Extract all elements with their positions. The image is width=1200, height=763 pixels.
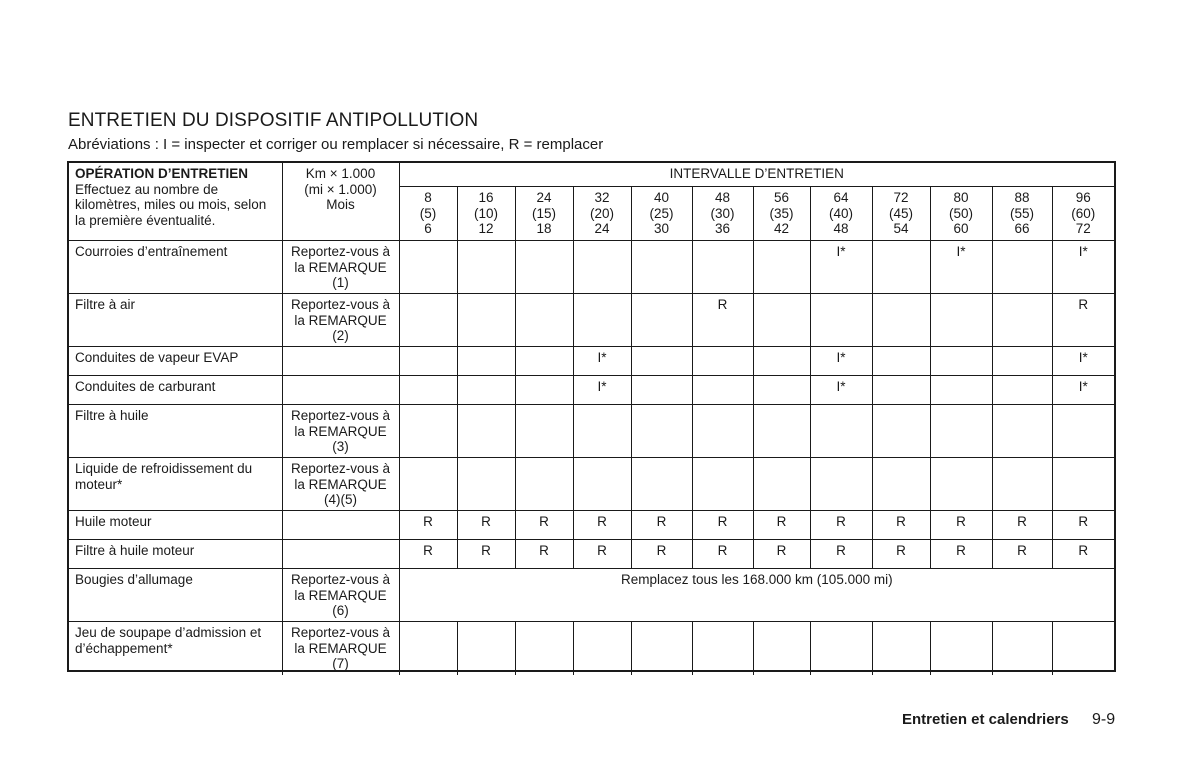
interval-cell [810,622,872,675]
interval-mi: (10) [473,205,498,221]
interval-cell [515,376,573,405]
interval-cell [692,622,753,675]
interval-mo: 48 [833,221,849,236]
interval-mo: 66 [1014,221,1030,236]
interval-mo: 30 [653,221,670,236]
remark-line: la REMARQUE [294,423,387,439]
interval-cell [515,622,573,675]
interval-cell [399,405,457,458]
interval-cell [457,376,515,405]
remark-line: Reportez-vous à [290,625,391,640]
interval-cell [692,347,753,376]
interval-column-header [515,187,573,241]
interval-column-header [631,187,692,241]
interval-cell: I* [810,376,872,405]
operation-header-note: Effectuez au nombre de kilomètres, miles ou mois, selon la première éventualité. [75,181,267,228]
interval-km: 48 [714,190,731,205]
interval-mo: 54 [893,221,909,236]
interval-cell [631,458,692,511]
interval-cell [810,458,872,511]
remark-line: (2) [332,328,349,343]
interval-cell [753,294,810,347]
interval-cell [992,405,1052,458]
interval-cell [753,622,810,675]
interval-cell: R [992,540,1052,569]
interval-cell [992,241,1052,294]
remark-line: (7) [332,656,349,671]
interval-column-header [1052,187,1114,241]
interval-cell [872,347,930,376]
interval-cell: R [573,511,631,540]
interval-mo: 24 [594,221,610,236]
remark-line: Reportez-vous à [290,461,391,476]
interval-cell: R [930,511,992,540]
operation-name: Bougies d’allumage [69,569,282,622]
interval-cell: I* [573,347,631,376]
interval-cell: R [631,511,692,540]
abbreviations-legend: Abréviations : I = inspecter et corriger ou remplacer si nécessaire, R = remplacer [68,136,604,153]
interval-mo: 72 [1075,221,1091,236]
table-row [69,569,1114,622]
remark-reference [282,294,399,347]
interval-cell [753,376,810,405]
interval-cell: R [515,540,573,569]
interval-cell: R [457,540,515,569]
interval-mo: 6 [424,221,432,236]
interval-cell [515,347,573,376]
interval-cell: R [1052,294,1114,347]
interval-cell [992,347,1052,376]
interval-cell: I* [930,241,992,294]
interval-cell: R [515,511,573,540]
interval-km: 96 [1075,190,1091,205]
interval-mi: (35) [769,205,794,221]
interval-cell [872,241,930,294]
interval-km: 88 [1014,190,1030,205]
interval-cell [515,294,573,347]
interval-mi: (50) [948,205,973,221]
remark-line: Reportez-vous à [290,408,391,423]
table-row [69,540,1114,569]
interval-cell [457,458,515,511]
interval-cell [872,376,930,405]
interval-cell [631,294,692,347]
page-title: ENTRETIEN DU DISPOSITIF ANTIPOLLUTION [68,110,479,131]
interval-cell: R [810,511,872,540]
operation-name: Liquide de refroidissement du moteur* [69,458,282,511]
table-row [69,405,1114,458]
remark-reference [282,540,399,569]
operation-name: Filtre à air [69,294,282,347]
interval-column-header [457,187,515,241]
interval-mo: 18 [536,221,552,236]
interval-cell [930,405,992,458]
interval-cell [992,294,1052,347]
remark-reference [282,511,399,540]
footer-section-title: Entretien et calendriers [902,711,1069,728]
interval-cell [457,622,515,675]
interval-mi: (30) [710,205,735,221]
interval-mi: (15) [531,205,556,221]
interval-cell: R [872,540,930,569]
interval-cell: R [692,540,753,569]
interval-span-note: Remplacez tous les 168.000 km (105.000 mi) [399,569,1114,622]
remark-reference [282,622,399,675]
interval-cell [753,405,810,458]
table-row [69,376,1114,405]
interval-cell [872,294,930,347]
interval-cell: R [692,511,753,540]
operation-name: Filtre à huile [69,405,282,458]
interval-cell [930,347,992,376]
operation-name: Courroies d’entraînement [69,241,282,294]
interval-cell [992,622,1052,675]
interval-cell [515,458,573,511]
interval-cell [692,241,753,294]
interval-cell: R [753,511,810,540]
interval-cell: R [457,511,515,540]
interval-mo: 12 [478,221,494,236]
interval-cell [930,376,992,405]
interval-mo: 36 [714,221,731,236]
interval-cell [573,405,631,458]
table-row [69,458,1114,511]
interval-km: 32 [594,190,610,205]
interval-cell [753,241,810,294]
table-row [69,347,1114,376]
interval-cell: R [573,540,631,569]
interval-cell: R [992,511,1052,540]
interval-mo: 42 [773,221,790,236]
remark-line: (1) [332,275,349,290]
interval-cell [930,458,992,511]
units-km: Km × 1.000 [305,166,376,181]
interval-cell [457,405,515,458]
interval-column-header [692,187,753,241]
interval-cell: I* [573,376,631,405]
interval-cell [515,241,573,294]
interval-km: 16 [478,190,494,205]
table-row [69,241,1114,294]
remark-reference [282,569,399,622]
interval-cell: R [399,540,457,569]
interval-column-header [399,187,457,241]
interval-cell [399,294,457,347]
interval-cell: R [399,511,457,540]
interval-column-header [992,187,1052,241]
interval-column-header [810,187,872,241]
interval-cell: R [810,540,872,569]
interval-km: 24 [536,190,552,205]
interval-km: 80 [953,190,969,205]
interval-cell [692,405,753,458]
interval-cell: I* [810,347,872,376]
remark-line: (3) [332,439,349,454]
interval-km: 64 [833,190,849,205]
interval-cell [457,347,515,376]
interval-cell [631,622,692,675]
interval-cell [753,347,810,376]
remark-line: Reportez-vous à [290,572,391,587]
remark-line: la REMARQUE [294,640,387,656]
interval-cell [457,294,515,347]
interval-cell: I* [810,241,872,294]
table-row [69,511,1114,540]
interval-cell [631,347,692,376]
interval-cell [1052,622,1114,675]
table-row [69,622,1114,675]
units-months: Mois [326,197,355,212]
interval-cell [753,458,810,511]
interval-cell [631,405,692,458]
interval-cell: R [1052,540,1114,569]
interval-cell: R [692,294,753,347]
interval-mi: (5) [419,205,437,221]
interval-cell: I* [1052,241,1114,294]
interval-mi: (60) [1071,205,1096,221]
interval-km: 72 [893,190,909,205]
interval-cell [692,458,753,511]
interval-cell [872,458,930,511]
remark-line: la REMARQUE [294,476,387,492]
page-number: 9-9 [1092,711,1116,728]
interval-mi: (25) [649,205,674,221]
interval-cell: R [872,511,930,540]
interval-column-header [573,187,631,241]
interval-cell: I* [1052,376,1114,405]
operation-name: Filtre à huile moteur [69,540,282,569]
interval-cell: I* [1052,347,1114,376]
interval-cell [573,294,631,347]
table-row [69,294,1114,347]
interval-cell [692,376,753,405]
operation-name: Jeu de soupape d’admission et d’échappement* [69,622,282,675]
interval-header: INTERVALLE D’ENTRETIEN [399,163,1114,187]
remark-line: (4)(5) [324,492,357,507]
interval-cell [1052,458,1114,511]
interval-cell [573,458,631,511]
interval-cell: R [753,540,810,569]
remark-reference [282,347,399,376]
interval-mi: (20) [589,205,614,221]
maintenance-table [67,161,1116,672]
interval-cell [992,458,1052,511]
interval-mo: 60 [953,221,969,236]
interval-km: 40 [653,190,670,205]
interval-column-header [872,187,930,241]
remark-line: Reportez-vous à [290,244,391,259]
remark-line: Reportez-vous à [290,297,391,312]
interval-cell [872,405,930,458]
interval-column-header [930,187,992,241]
interval-cell [573,622,631,675]
interval-km: 56 [773,190,790,205]
interval-cell [399,458,457,511]
interval-mi: (45) [888,205,913,221]
interval-cell [573,241,631,294]
interval-km: 8 [424,190,432,205]
interval-cell [399,347,457,376]
interval-mi: (55) [1009,205,1034,221]
interval-cell: R [1052,511,1114,540]
remark-reference [282,376,399,405]
interval-cell [457,241,515,294]
interval-cell [631,376,692,405]
interval-cell: R [930,540,992,569]
operation-name: Conduites de vapeur EVAP [69,347,282,376]
interval-cell [930,622,992,675]
units-header-cell [282,163,399,241]
remark-line: la REMARQUE [294,587,387,603]
interval-cell [810,294,872,347]
remark-reference [282,241,399,294]
interval-cell [992,376,1052,405]
remark-line: (6) [332,603,349,618]
interval-cell [399,241,457,294]
remark-line: la REMARQUE [294,259,387,275]
units-mi: (mi × 1.000) [304,181,377,197]
interval-cell [515,405,573,458]
interval-column-header [753,187,810,241]
interval-cell [1052,405,1114,458]
remark-reference [282,405,399,458]
interval-cell [872,622,930,675]
interval-cell [399,376,457,405]
operation-header-title: OPÉRATION D’ENTRETIEN [75,166,249,181]
interval-mi: (40) [828,205,853,221]
interval-cell [399,622,457,675]
operation-name: Huile moteur [69,511,282,540]
remark-reference [282,458,399,511]
remark-line: la REMARQUE [294,312,387,328]
interval-cell [631,241,692,294]
interval-cell [810,405,872,458]
interval-cell [930,294,992,347]
operation-name: Conduites de carburant [69,376,282,405]
interval-cell: R [631,540,692,569]
operation-header-cell [69,163,282,241]
